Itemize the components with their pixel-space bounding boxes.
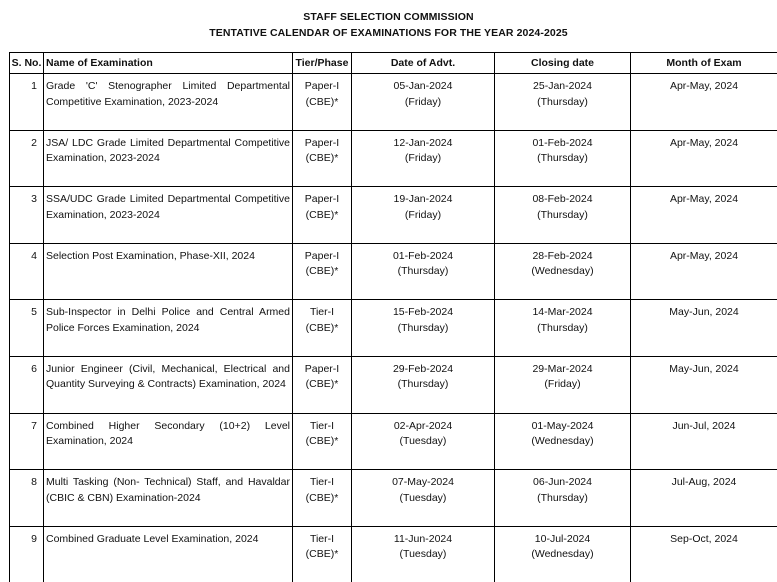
advt-date: 11-Jun-2024	[352, 532, 494, 548]
row-advt-date	[352, 187, 495, 244]
row-closing-date	[495, 356, 631, 413]
row-advt-date	[352, 470, 495, 527]
row-closing-date	[495, 413, 631, 470]
tier-label: Paper-I	[293, 192, 351, 208]
tier-mode: (CBE)*	[293, 434, 351, 450]
advt-day: (Thursday)	[352, 321, 494, 337]
table-row	[10, 187, 777, 244]
tier-label: Tier-I	[293, 305, 351, 321]
column-header-name: Name of Examination	[44, 53, 293, 74]
row-exam-month: Sep-Oct, 2024	[631, 526, 777, 582]
row-advt-date	[352, 130, 495, 187]
advt-day: (Thursday)	[352, 264, 494, 280]
closing-date: 01-Feb-2024	[495, 136, 630, 152]
advt-day: (Tuesday)	[352, 547, 494, 563]
advt-date: 01-Feb-2024	[352, 249, 494, 265]
tier-mode: (CBE)*	[293, 151, 351, 167]
closing-date: 28-Feb-2024	[495, 249, 630, 265]
row-advt-date	[352, 300, 495, 357]
row-closing-date	[495, 526, 631, 582]
commission-title: STAFF SELECTION COMMISSION	[0, 11, 777, 23]
row-closing-date	[495, 130, 631, 187]
advt-day: (Friday)	[352, 208, 494, 224]
advt-date: 19-Jan-2024	[352, 192, 494, 208]
closing-date: 14-Mar-2024	[495, 305, 630, 321]
row-tier	[293, 470, 352, 527]
row-advt-date	[352, 526, 495, 582]
column-header-month: Month of Exam	[631, 53, 777, 74]
closing-day: (Wednesday)	[495, 264, 630, 280]
row-exam-month: Jun-Jul, 2024	[631, 413, 777, 470]
tier-mode: (CBE)*	[293, 377, 351, 393]
row-sno: 1	[10, 74, 44, 131]
row-tier	[293, 526, 352, 582]
column-header-closing-date: Closing date	[495, 53, 631, 74]
row-sno: 8	[10, 470, 44, 527]
row-tier	[293, 74, 352, 131]
closing-date: 06-Jun-2024	[495, 475, 630, 491]
row-exam-name: Combined Higher Secondary (10+2) Level Examination, 2024	[44, 413, 293, 470]
row-tier	[293, 356, 352, 413]
closing-day: (Thursday)	[495, 95, 630, 111]
closing-day: (Friday)	[495, 377, 630, 393]
row-sno: 6	[10, 356, 44, 413]
column-header-advt-date: Date of Advt.	[352, 53, 495, 74]
row-sno: 7	[10, 413, 44, 470]
row-exam-name: Grade 'C' Stenographer Limited Departmental Competitive Examination, 2023-2024	[44, 74, 293, 131]
closing-date: 01-May-2024	[495, 419, 630, 435]
table-row	[10, 526, 777, 582]
row-tier	[293, 413, 352, 470]
table-row	[10, 470, 777, 527]
closing-day: (Thursday)	[495, 208, 630, 224]
closing-day: (Wednesday)	[495, 547, 630, 563]
closing-date: 25-Jan-2024	[495, 79, 630, 95]
row-closing-date	[495, 470, 631, 527]
row-exam-name: Multi Tasking (Non- Technical) Staff, and Havaldar (CBIC & CBN) Examination-2024	[44, 470, 293, 527]
table-row	[10, 243, 777, 300]
row-sno: 5	[10, 300, 44, 357]
tier-mode: (CBE)*	[293, 208, 351, 224]
advt-day: (Thursday)	[352, 377, 494, 393]
row-tier	[293, 243, 352, 300]
table-row	[10, 130, 777, 187]
advt-day: (Tuesday)	[352, 434, 494, 450]
table-header-row	[10, 53, 777, 74]
row-tier	[293, 187, 352, 244]
row-sno: 4	[10, 243, 44, 300]
advt-day: (Friday)	[352, 95, 494, 111]
calendar-title: TENTATIVE CALENDAR OF EXAMINATIONS FOR THE YEAR 2024-2025	[0, 27, 777, 39]
tier-label: Tier-I	[293, 419, 351, 435]
column-header-tier: Tier/Phase	[293, 53, 352, 74]
tier-label: Paper-I	[293, 79, 351, 95]
row-exam-month: Apr-May, 2024	[631, 187, 777, 244]
closing-day: (Thursday)	[495, 151, 630, 167]
advt-date: 07-May-2024	[352, 475, 494, 491]
row-exam-name: Combined Graduate Level Examination, 2024	[44, 526, 293, 582]
closing-day: (Thursday)	[495, 321, 630, 337]
row-advt-date	[352, 356, 495, 413]
tier-label: Paper-I	[293, 136, 351, 152]
tier-label: Paper-I	[293, 249, 351, 265]
row-sno: 9	[10, 526, 44, 582]
row-exam-name: Selection Post Examination, Phase-XII, 2024	[44, 243, 293, 300]
closing-date: 29-Mar-2024	[495, 362, 630, 378]
row-sno: 2	[10, 130, 44, 187]
table-row	[10, 74, 777, 131]
row-exam-name: Junior Engineer (Civil, Mechanical, Electrical and Quantity Surveying & Contracts) Examination, 2024	[44, 356, 293, 413]
row-exam-month: May-Jun, 2024	[631, 356, 777, 413]
row-exam-month: Jul-Aug, 2024	[631, 470, 777, 527]
tier-label: Tier-I	[293, 475, 351, 491]
tier-mode: (CBE)*	[293, 321, 351, 337]
advt-date: 05-Jan-2024	[352, 79, 494, 95]
row-exam-name: Sub-Inspector in Delhi Police and Central Armed Police Forces Examination, 2024	[44, 300, 293, 357]
tier-mode: (CBE)*	[293, 95, 351, 111]
row-exam-month: May-Jun, 2024	[631, 300, 777, 357]
advt-date: 12-Jan-2024	[352, 136, 494, 152]
closing-date: 10-Jul-2024	[495, 532, 630, 548]
row-sno: 3	[10, 187, 44, 244]
row-advt-date	[352, 413, 495, 470]
row-closing-date	[495, 74, 631, 131]
row-tier	[293, 130, 352, 187]
advt-day: (Friday)	[352, 151, 494, 167]
closing-date: 08-Feb-2024	[495, 192, 630, 208]
tier-mode: (CBE)*	[293, 547, 351, 563]
closing-day: (Thursday)	[495, 491, 630, 507]
advt-date: 02-Apr-2024	[352, 419, 494, 435]
row-exam-month: Apr-May, 2024	[631, 74, 777, 131]
row-closing-date	[495, 243, 631, 300]
row-advt-date	[352, 243, 495, 300]
tier-label: Paper-I	[293, 362, 351, 378]
exam-calendar-table	[9, 52, 777, 582]
row-closing-date	[495, 300, 631, 357]
table-row	[10, 413, 777, 470]
table-row	[10, 300, 777, 357]
advt-date: 15-Feb-2024	[352, 305, 494, 321]
row-advt-date	[352, 74, 495, 131]
advt-day: (Tuesday)	[352, 491, 494, 507]
advt-date: 29-Feb-2024	[352, 362, 494, 378]
table-row	[10, 356, 777, 413]
tier-label: Tier-I	[293, 532, 351, 548]
tier-mode: (CBE)*	[293, 264, 351, 280]
row-exam-month: Apr-May, 2024	[631, 243, 777, 300]
row-exam-name: SSA/UDC Grade Limited Departmental Competitive Examination, 2023-2024	[44, 187, 293, 244]
row-tier	[293, 300, 352, 357]
row-closing-date	[495, 187, 631, 244]
row-exam-month: Apr-May, 2024	[631, 130, 777, 187]
row-exam-name: JSA/ LDC Grade Limited Departmental Competitive Examination, 2023-2024	[44, 130, 293, 187]
column-header-sno: S. No.	[10, 53, 44, 74]
tier-mode: (CBE)*	[293, 491, 351, 507]
closing-day: (Wednesday)	[495, 434, 630, 450]
